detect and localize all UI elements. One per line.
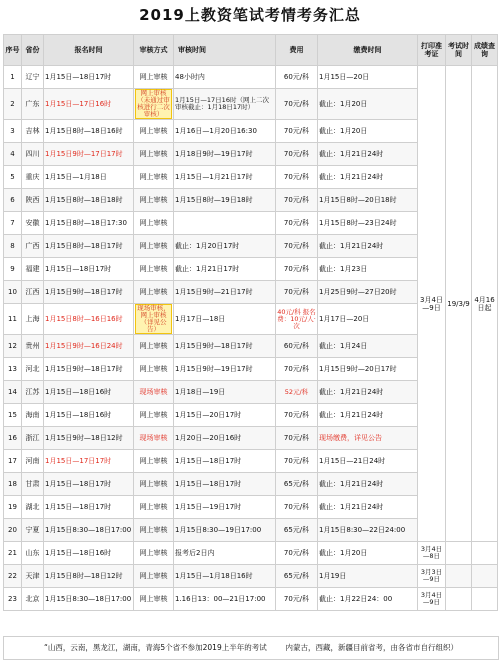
row-reg-time: 1月15日9时—18日17时 bbox=[44, 358, 134, 381]
row-province: 福建 bbox=[22, 258, 44, 281]
row-pay-time: 1月19日 bbox=[318, 565, 418, 588]
row-reg-time: 1月15日9时—18日12时 bbox=[44, 427, 134, 450]
row-fee: 70元/科 bbox=[276, 143, 318, 166]
footer-note bbox=[3, 636, 499, 660]
row-reg-time: 1月15日8时—18日18时 bbox=[44, 189, 134, 212]
row-review-method: 网上审核 bbox=[134, 235, 174, 258]
row-review-time: 1月15日—18日17时 bbox=[174, 450, 276, 473]
row-fee: 60元/科 bbox=[276, 335, 318, 358]
row-review-time: 48小时内 bbox=[174, 66, 276, 89]
row-fee: 65元/科 bbox=[276, 519, 318, 542]
row-review-method: 网上审核 bbox=[134, 404, 174, 427]
row-fee: 65元/科 bbox=[276, 473, 318, 496]
footer-note-right: 内蒙古，西藏，新疆目前省考，由各省市自行组织） bbox=[285, 643, 459, 652]
row-pay-time: 1月15日—20日 bbox=[318, 66, 418, 89]
row-province: 河南 bbox=[22, 450, 44, 473]
row-province: 重庆 bbox=[22, 166, 44, 189]
row-pay-time: 截止：1月21日24时 bbox=[318, 143, 418, 166]
row-exam-time bbox=[446, 542, 472, 565]
row-reg-time: 1月15日—18日17时 bbox=[44, 473, 134, 496]
row-review-time: 截止：1月21日17时 bbox=[174, 258, 276, 281]
row-province: 上海 bbox=[22, 304, 44, 335]
row-review-method: 网上审核（未通过审核进行二次审核） bbox=[134, 89, 174, 120]
row-fee: 70元/科 bbox=[276, 427, 318, 450]
row-province: 宁夏 bbox=[22, 519, 44, 542]
row-fee: 70元/科 bbox=[276, 166, 318, 189]
row-review-time: 1月15日—19日17时 bbox=[174, 496, 276, 519]
row-province: 湖北 bbox=[22, 496, 44, 519]
row-province: 甘肃 bbox=[22, 473, 44, 496]
row-reg-time: 1月15日—17日17时 bbox=[44, 450, 134, 473]
row-review-time: 1月18日—19日 bbox=[174, 381, 276, 404]
row-review-time: 1月15日8时—19日18时 bbox=[174, 189, 276, 212]
header-province: 省份 bbox=[22, 35, 44, 66]
row-province: 贵州 bbox=[22, 335, 44, 358]
row-pay-time: 截止：1月21日24时 bbox=[318, 235, 418, 258]
table-header-row bbox=[4, 35, 498, 66]
row-seq: 11 bbox=[4, 304, 22, 335]
row-fee: 70元/科 bbox=[276, 258, 318, 281]
row-province: 海南 bbox=[22, 404, 44, 427]
row-review-method: 现场审核 bbox=[134, 381, 174, 404]
row-review-time: 1月16日—1月20日16:30 bbox=[174, 120, 276, 143]
row-print-ticket: 3月4日—8日 bbox=[418, 542, 446, 565]
header-review-method: 审核方式 bbox=[134, 35, 174, 66]
row-review-method: 网上审核 bbox=[134, 358, 174, 381]
row-review-time bbox=[174, 212, 276, 235]
row-reg-time: 1月15日—18日17时 bbox=[44, 258, 134, 281]
row-fee: 70元/科 bbox=[276, 588, 318, 611]
row-province: 广西 bbox=[22, 235, 44, 258]
row-print-ticket: 3月4日—9日 bbox=[418, 588, 446, 611]
row-pay-time: 1月25日9时—27日20时 bbox=[318, 281, 418, 304]
row-seq: 8 bbox=[4, 235, 22, 258]
row-review-method: 网上审核 bbox=[134, 66, 174, 89]
row-reg-time: 1月15日8时—16日16时 bbox=[44, 304, 134, 335]
exam-summary-table bbox=[3, 34, 498, 611]
row-reg-time: 1月15日8:30—18日17:00 bbox=[44, 588, 134, 611]
row-pay-time: 截止：1月20日 bbox=[318, 120, 418, 143]
header-reg-time: 报名时间 bbox=[44, 35, 134, 66]
header-pay-time: 缴费时间 bbox=[318, 35, 418, 66]
table-row bbox=[4, 542, 498, 565]
row-review-time: 1月15日—1月21日17时 bbox=[174, 166, 276, 189]
row-seq: 22 bbox=[4, 565, 22, 588]
header-print-ticket: 打印准考证 bbox=[418, 35, 446, 66]
row-fee: 40元/科 报名费：10元/人·次 bbox=[276, 304, 318, 335]
row-reg-time: 1月15日9时—18日17时 bbox=[44, 281, 134, 304]
row-score-query bbox=[472, 542, 498, 565]
row-score-query bbox=[472, 588, 498, 611]
row-seq: 19 bbox=[4, 496, 22, 519]
row-province: 河北 bbox=[22, 358, 44, 381]
row-reg-time: 1月15日8时—18日17:30 bbox=[44, 212, 134, 235]
row-pay-time: 截止：1月21日24时 bbox=[318, 166, 418, 189]
row-seq: 7 bbox=[4, 212, 22, 235]
row-review-method: 网上审核 bbox=[134, 189, 174, 212]
row-pay-time: 截止：1月21日24时 bbox=[318, 404, 418, 427]
row-seq: 20 bbox=[4, 519, 22, 542]
row-reg-time: 1月15日—18日17时 bbox=[44, 496, 134, 519]
row-review-method: 网上审核 bbox=[134, 166, 174, 189]
row-reg-time: 1月15日8时—18日16时 bbox=[44, 120, 134, 143]
row-fee: 70元/科 bbox=[276, 189, 318, 212]
header-score-query: 成绩查询 bbox=[472, 35, 498, 66]
row-fee: 70元/科 bbox=[276, 89, 318, 120]
row-review-time: 1月15日8:30—19日17:00 bbox=[174, 519, 276, 542]
row-fee: 70元/科 bbox=[276, 542, 318, 565]
row-review-method: 网上审核 bbox=[134, 212, 174, 235]
row-seq: 12 bbox=[4, 335, 22, 358]
row-fee: 70元/科 bbox=[276, 212, 318, 235]
row-review-time: 1月15日—20日17时 bbox=[174, 404, 276, 427]
row-reg-time: 1月15日—18日16时 bbox=[44, 381, 134, 404]
row-reg-time: 1月15日9时—17日17时 bbox=[44, 143, 134, 166]
row-province: 浙江 bbox=[22, 427, 44, 450]
row-province: 四川 bbox=[22, 143, 44, 166]
row-province: 广东 bbox=[22, 89, 44, 120]
row-seq: 6 bbox=[4, 189, 22, 212]
row-pay-time: 1月15日8时—23日24时 bbox=[318, 212, 418, 235]
row-review-method: 现场审核，网上审核（详见公告） bbox=[134, 304, 174, 335]
row-reg-time: 1月15日—18日16时 bbox=[44, 404, 134, 427]
row-province: 陕西 bbox=[22, 189, 44, 212]
merged-exam-time: 19/3/9 bbox=[446, 66, 472, 542]
row-reg-time: 1月15日—1月18日 bbox=[44, 166, 134, 189]
row-review-method: 网上审核 bbox=[134, 519, 174, 542]
row-review-time: 1月15日—1月18日16时 bbox=[174, 565, 276, 588]
row-pay-time: 截止：1月21日24时 bbox=[318, 496, 418, 519]
row-reg-time: 1月15日9时—16日24时 bbox=[44, 335, 134, 358]
row-review-method: 网上审核 bbox=[134, 450, 174, 473]
row-review-method: 网上审核 bbox=[134, 588, 174, 611]
row-exam-time bbox=[446, 588, 472, 611]
row-fee: 70元/科 bbox=[276, 235, 318, 258]
row-reg-time: 1月15日8时—18日17时 bbox=[44, 235, 134, 258]
row-fee: 70元/科 bbox=[276, 358, 318, 381]
row-fee: 52元/科 bbox=[276, 381, 318, 404]
row-fee: 70元/科 bbox=[276, 496, 318, 519]
row-pay-time: 截止：1月24日 bbox=[318, 335, 418, 358]
row-fee: 70元/科 bbox=[276, 120, 318, 143]
row-pay-time: 截止：1月20日 bbox=[318, 542, 418, 565]
row-seq: 21 bbox=[4, 542, 22, 565]
row-review-time: 1月17日—18日 bbox=[174, 304, 276, 335]
row-province: 北京 bbox=[22, 588, 44, 611]
row-review-time: 1月18日9时—19日17时 bbox=[174, 143, 276, 166]
row-review-method: 网上审核 bbox=[134, 496, 174, 519]
row-review-method: 网上审核 bbox=[134, 473, 174, 496]
row-seq: 13 bbox=[4, 358, 22, 381]
footer-note-left: “山西，云南，黑龙江，湖南，青海5个省不参加2019上半年的考试 bbox=[43, 643, 267, 652]
header-exam-time: 考试时间 bbox=[446, 35, 472, 66]
row-seq: 15 bbox=[4, 404, 22, 427]
row-pay-time: 截止：1月21日24时 bbox=[318, 473, 418, 496]
row-review-method: 网上审核 bbox=[134, 281, 174, 304]
row-province: 辽宁 bbox=[22, 66, 44, 89]
row-seq: 9 bbox=[4, 258, 22, 281]
row-review-time: 1月15日9时—21日17时 bbox=[174, 281, 276, 304]
row-seq: 17 bbox=[4, 450, 22, 473]
row-review-time: 1月15日—17日16时（网上二次审核截止：1月18日17时） bbox=[174, 89, 276, 120]
row-province: 江苏 bbox=[22, 381, 44, 404]
merged-score-query: 4月16日起 bbox=[472, 66, 498, 542]
row-pay-time: 截止：1月23日 bbox=[318, 258, 418, 281]
row-seq: 5 bbox=[4, 166, 22, 189]
row-seq: 1 bbox=[4, 66, 22, 89]
row-print-ticket: 3月3日—9日 bbox=[418, 565, 446, 588]
row-review-method: 网上审核 bbox=[134, 258, 174, 281]
row-fee: 70元/科 bbox=[276, 404, 318, 427]
row-score-query bbox=[472, 565, 498, 588]
header-seq: 序号 bbox=[4, 35, 22, 66]
table-row bbox=[4, 66, 498, 89]
row-pay-time: 截止：1月22日24：00 bbox=[318, 588, 418, 611]
row-review-time: 1月15日—18日17时 bbox=[174, 473, 276, 496]
row-reg-time: 1月15日—18日17时 bbox=[44, 66, 134, 89]
row-pay-time: 截止：1月21日24时 bbox=[318, 381, 418, 404]
row-pay-time: 现场缴费，详见公告 bbox=[318, 427, 418, 450]
row-fee: 70元/科 bbox=[276, 450, 318, 473]
row-province: 江西 bbox=[22, 281, 44, 304]
row-review-method: 现场审核 bbox=[134, 427, 174, 450]
header-review-time: 审核时间 bbox=[174, 35, 276, 66]
row-province: 天津 bbox=[22, 565, 44, 588]
row-province: 吉林 bbox=[22, 120, 44, 143]
row-seq: 23 bbox=[4, 588, 22, 611]
row-review-time: 1月20日—20日16时 bbox=[174, 427, 276, 450]
row-review-method: 网上审核 bbox=[134, 565, 174, 588]
row-reg-time: 1月15日—18日16时 bbox=[44, 542, 134, 565]
row-seq: 2 bbox=[4, 89, 22, 120]
page-title: 2019上教资笔试考情考务汇总 bbox=[139, 6, 361, 24]
row-pay-time: 1月15日8时—20日18时 bbox=[318, 189, 418, 212]
row-review-time: 1.16日13：00—21日17:00 bbox=[174, 588, 276, 611]
row-review-time: 1月15日9时—18日17时 bbox=[174, 335, 276, 358]
row-pay-time: 1月15日—21日24时 bbox=[318, 450, 418, 473]
row-pay-time: 1月15日9时—20日17时 bbox=[318, 358, 418, 381]
row-reg-time: 1月15日—17日16时 bbox=[44, 89, 134, 120]
row-pay-time: 1月17日—20日 bbox=[318, 304, 418, 335]
row-province: 安徽 bbox=[22, 212, 44, 235]
row-province: 山东 bbox=[22, 542, 44, 565]
row-seq: 3 bbox=[4, 120, 22, 143]
row-seq: 4 bbox=[4, 143, 22, 166]
row-seq: 18 bbox=[4, 473, 22, 496]
header-fee: 费用 bbox=[276, 35, 318, 66]
row-review-method: 网上审核 bbox=[134, 143, 174, 166]
row-fee: 60元/科 bbox=[276, 66, 318, 89]
row-review-time: 1月15日9时—19日17时 bbox=[174, 358, 276, 381]
row-fee: 70元/科 bbox=[276, 281, 318, 304]
row-pay-time: 截止：1月20日 bbox=[318, 89, 418, 120]
row-review-time: 报考后2日内 bbox=[174, 542, 276, 565]
row-review-time: 截止：1月20日17时 bbox=[174, 235, 276, 258]
merged-print-ticket: 3月4日—9日 bbox=[418, 66, 446, 542]
table-row bbox=[4, 565, 498, 588]
table-body bbox=[4, 66, 498, 611]
row-seq: 14 bbox=[4, 381, 22, 404]
row-review-method: 网上审核 bbox=[134, 120, 174, 143]
row-review-method: 网上审核 bbox=[134, 335, 174, 358]
row-review-method: 网上审核 bbox=[134, 542, 174, 565]
row-seq: 10 bbox=[4, 281, 22, 304]
row-reg-time: 1月15日8时—18日12时 bbox=[44, 565, 134, 588]
table-row bbox=[4, 588, 498, 611]
row-pay-time: 1月15日8:30—22日24:00 bbox=[318, 519, 418, 542]
row-fee: 65元/科 bbox=[276, 565, 318, 588]
row-exam-time bbox=[446, 565, 472, 588]
row-reg-time: 1月15日8:30—18日17:00 bbox=[44, 519, 134, 542]
row-seq: 16 bbox=[4, 427, 22, 450]
